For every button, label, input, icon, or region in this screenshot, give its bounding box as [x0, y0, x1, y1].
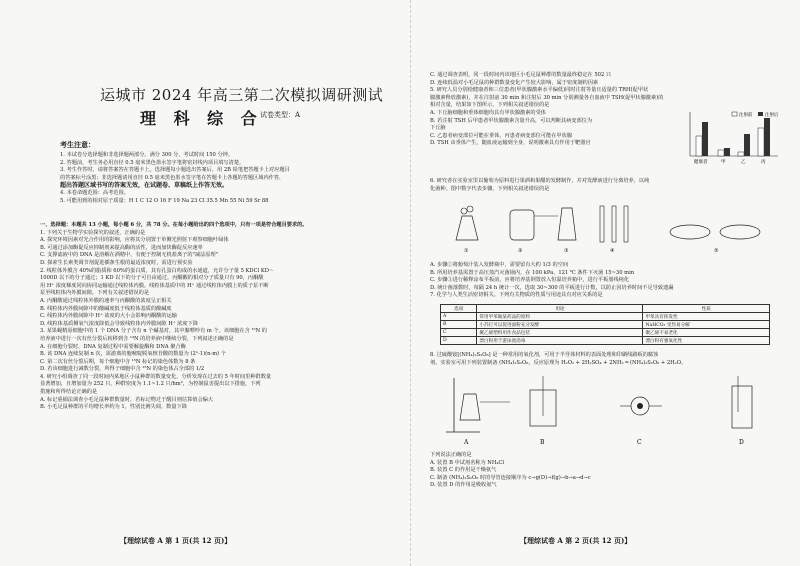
table-row	[441, 329, 770, 337]
question-line: B. 若注射 TSH 后甲患者甲状腺激素含量升高，可以判断其病变部位为	[430, 117, 593, 124]
question-line: 泵至线粒体内外膜间隙。下列有关叙述错误的是	[40, 290, 149, 297]
question-line: A. 下丘脑细胞和垂体细胞均具有甲状腺激素的受体	[430, 110, 546, 116]
question-line: 用 H⁺ 浓度梯度同向协同运输通过线粒体内膜。线粒体基质中的 H⁺ 通过线粒体内膜上的质子泵不断	[40, 282, 269, 289]
question-line: B. 所用培养基需置于高压蒸汽灭菌锅内，在 100 kPa、121 ℃ 条件下灭菌 15~30 min	[430, 269, 635, 276]
bar	[696, 136, 702, 156]
question-line: A. 丙酮酸通过线粒体外膜的速率与丙酮酸的浓度呈正相关	[40, 297, 172, 304]
question-line: C. 第二次有丝分裂后期，每个细胞中含 ¹⁵N 标记的染色体数为 8 条	[40, 358, 196, 365]
page-footer-right: 【理综试卷 A 第 2 页(共 12 页)】	[520, 536, 632, 545]
table-row	[441, 313, 770, 321]
notice-title: 考生注意：	[60, 140, 95, 149]
bar	[738, 152, 744, 156]
question-line: 腺激素释放激素)，并在注射前 30 min 和注射后 30 min 分别测量各自血液中 TSH(促甲状腺激素)的	[430, 94, 664, 101]
step-label: ②	[518, 248, 523, 254]
chart-category: 乙	[741, 160, 746, 165]
question-line: 3. 某果蝇精原细胞中的 1 个 DNA 分子含有 n 个碱基对，其中腺嘌呤有 m 个。该细胞在含 ¹⁵N 的	[40, 328, 267, 335]
question-line: 下丘脑	[430, 125, 446, 132]
question-line: C. 步骤③进行稀释涂布平板前，应将培养基倒置放入恒温培养箱中，进行平板划线纯化	[430, 277, 630, 284]
paper-type: 试卷类型：A	[260, 111, 301, 119]
q4-cont-and-q5	[430, 72, 780, 110]
question-line: D. 探索生长素类调节剂促进插条生根的最适浓度时，需进行预实验	[40, 259, 193, 266]
question-line: C. 支撑滤液中的 DNA 是溶解在酒精中，有便于控制无机盐离子的"减法原理"	[40, 252, 219, 259]
question-line: 显著增加，且增加量为 252 只，种群密度为 1.1~1.2 只/hm²，为控制鼠害提出以下措施，下列	[40, 381, 261, 388]
question-line: D. 统计菌落数时，每隔 24 h 统计一次，选取 30~300 的平板进行计数，以防止因培养时间不足导致遗漏	[430, 284, 674, 291]
tsh-bar-chart	[680, 108, 780, 170]
step-label: ③	[564, 248, 569, 254]
exam-title: 运城市 2024 年高三第二次模拟调研测试	[100, 86, 384, 104]
question-line: D. TSH 由垂体产生，随血液运输到全身，说明激素具有作用于靶器官	[430, 140, 591, 147]
bar	[764, 118, 770, 156]
table-cell: C	[441, 329, 477, 337]
notice-line: 3. 考生作答时，请将答案答在答题卡上。选择题每小题选出答案后，用 2B 铅笔把答题卡上对应题目	[60, 167, 290, 174]
notice-line-emphasis: 超出答题区域书写的答案无效，在试题卷、草稿纸上作答无效。	[60, 182, 229, 190]
question-line: C. 通过调查表明，同一段时间内该地区小毛足鼠种群的数量最终稳定在 502 只	[430, 72, 612, 78]
flask-2	[558, 208, 576, 240]
notice-line: 4. 本卷命题范围：高考范围。	[60, 189, 129, 196]
bottle-d	[732, 386, 752, 428]
legend-swatch-before	[732, 112, 737, 116]
q7-options-table	[440, 304, 770, 345]
page-divider	[410, 0, 411, 566]
table-header: 性质	[643, 305, 770, 313]
grape-vessel	[456, 216, 478, 240]
table-row	[441, 337, 770, 345]
chart-category: 健康者	[694, 160, 708, 165]
dryer-core	[637, 403, 643, 409]
table-cell: 聚乙烯塑料用作食品包装	[477, 329, 643, 337]
subject-title: 理 科 综 合	[140, 109, 263, 128]
question-line: B. 装置 C 的作用是干燥氨气	[430, 467, 497, 474]
table-cell: 常用甲苯做某药品的原料	[477, 313, 643, 321]
question-line: A. 标记重捕法调查小毛足鼠种群数量时，若标记物过于醒目则估算值会偏大	[40, 396, 214, 403]
question-line: 化菌种。图中数字代表步骤，下列相关叙述错误的是	[430, 185, 550, 192]
question-line: 相对含量，结果如下图所示。下列相关叙述错误的是	[430, 102, 550, 109]
question-line: 6. 研究者在实验室里以葡萄为原料进行果酒和果醋的发酵制作，并对发酵液进行分离培养，以纯	[430, 178, 650, 184]
q8-options	[430, 452, 780, 490]
questions-block	[40, 222, 400, 412]
question-line: B. 小毛足鼠种群的平均增长率约为 1，性别比例失调，数量下降	[40, 404, 187, 411]
question-line: B. 该 DNA 连续复制 n 次，需游离的胞嘧啶脱氧核苷酸的数量为 (2ⁿ-1)(n-m) 个	[40, 351, 226, 358]
table-cell: 聚乙烯不易老化	[643, 329, 770, 337]
question-line: 措施和所得结论正确的是	[40, 389, 98, 396]
question-line: 5. 研究人员分别给健康者和三位患者(甲状腺激素水平偏低)同时注射等量且适量的 TRH(促甲状	[430, 87, 649, 94]
table-cell: 漂白粉用于游泳池消毒	[477, 337, 643, 345]
question-line: C. 乙患者病变部位可能在垂体，丙患者病变部位可能在甲状腺	[430, 132, 572, 139]
notice-line: 2. 答题前，考生务必用直径 0.5 毫米黑色墨水签字笔将密封线内项目填写清楚。	[60, 159, 245, 166]
table-cell: D	[441, 337, 477, 345]
step-label: ⑤	[714, 248, 719, 254]
question-line: D. 若该细胞进行减数分裂，所得子细胞中含 ¹⁵N 的染色体占全部的 1/2	[40, 366, 205, 373]
question-line: 4. 研究小组调查了同一段时间内某地区小鼠种群的数量变化，分析发现在过去的 5 年时间里种群数量	[40, 373, 272, 380]
legend-swatch-after	[758, 112, 763, 116]
apparatus-figure	[440, 372, 770, 448]
table-cell: 甲苯具有挥发性	[643, 313, 770, 321]
question-line: D. 连续低温对小毛足鼠的种群数量变化产生较大影响，属于密度制约因素	[430, 79, 599, 86]
question-line: A. 探究环境因素对光合作用的影响，应将其分别置于单侧光照射下观察细胞叶绿体	[40, 237, 229, 244]
question-line: 下列说法正确的是	[430, 452, 472, 458]
question-line: 1. 下列关于生物学实验探究的叙述，正确的是	[40, 229, 146, 236]
right-page	[430, 0, 780, 566]
question-line: 1000D 以下的分子通过；1 KD 以下的分子可自由通过。丙酮酸的相对分子质量只有 90，丙酮酸	[40, 275, 264, 282]
q6-options-q7-stem	[430, 262, 780, 300]
apparatus-label: C	[637, 439, 642, 446]
apparatus-label: A	[464, 439, 469, 446]
left-page	[40, 0, 400, 566]
table-cell: 漂白粉有强氧化性	[643, 337, 770, 345]
question-line: A. 装置 B 中试剂名称为 NH₄Cl	[430, 459, 505, 466]
table-cell: 小苏打可以促进面粉充分发酵	[477, 321, 643, 329]
question-line: C. 制备 (NH₄)₂S₂O₈ 时的导管连接顺序为 c→g(D)→f(g)→b→a→d→c	[430, 474, 591, 481]
table-row	[441, 321, 770, 329]
apparatus-label: B	[540, 439, 545, 446]
chart-category: 丙	[761, 160, 766, 165]
petri-dish	[670, 225, 710, 239]
q5-options	[430, 110, 680, 148]
step-label: ④	[610, 248, 615, 254]
table-header-row	[441, 305, 770, 313]
question-line: B. 线粒体内外膜间隙中的酸碱度低于线粒体基质的酸碱度	[40, 305, 172, 312]
petri-dish	[720, 225, 760, 239]
question-line: B. 可通过添加酶促反应抑制剂来提高酶的活性，进而加快酶促反应速率	[40, 244, 203, 251]
table-header: 选项	[441, 305, 477, 313]
test-tube	[624, 206, 628, 242]
bar	[758, 128, 764, 156]
fermenter-flask	[510, 210, 534, 240]
bar	[718, 150, 724, 156]
question-line: 2. 线粒体外膜含 40%的脂质和 60%的蛋白质，其有孔蛋白构成的水通道，允许分子量 5 KDCl KD～	[40, 267, 275, 274]
question-line: 培养液中进行一次有丝分裂后转移到含 ¹⁴N 的培养液中继续分裂，下列叙述正确的是	[40, 335, 234, 342]
question-line: D. 装置 D 的作用是吸收氨气	[430, 482, 497, 489]
notice-block	[60, 140, 400, 205]
apparatus-label: D	[739, 439, 744, 446]
table-cell: NaHCO₃ 受热易分解	[643, 321, 770, 329]
legend-label-before: 注射前	[739, 113, 753, 118]
grape-icon	[461, 208, 467, 214]
question-line: A. 在细胞分裂时，DNA 复制过程中需要解旋酶和 DNA 聚合酶	[40, 343, 186, 350]
question-line: C. 线粒体内外膜间隙中 H⁺ 浓度的大小会影响丙酮酸的运输	[40, 313, 177, 320]
q6-stem	[430, 178, 780, 193]
test-tube	[600, 206, 604, 242]
fermentation-figure	[450, 196, 780, 256]
table-header: 用途	[477, 305, 643, 313]
table-cell: A	[441, 313, 477, 321]
question-line: D. 线粒体基质侧氧气浓度降低会导致线粒体内外膜间隙 H⁺ 浓度下降	[40, 320, 198, 327]
notice-line: 1. 本试卷分选择题和非选择题两部分。满分 300 分，考试时间 150 分钟。	[60, 152, 234, 158]
q8-stem	[430, 352, 780, 367]
grape-icon	[467, 206, 473, 212]
bar	[744, 134, 750, 156]
question-line: 8. 过硫酸铵[(NH₄)₂S₂O₈] 是一种常用的氧化剂，可用于半导体材料的表面处理和印刷线路板的腐蚀	[430, 352, 659, 358]
step-label: ①	[464, 248, 469, 254]
section-heading: 一、选择题：本题共 13 小题，每小题 6 分，共 78 分。在每小题给出的四个选项中，只有一项是符合题目要求的。	[40, 222, 308, 228]
notice-line: 5. 可能用到的相对原子质量：H 1 C 12 O 16 F 19 Na 23 Cl 35.5 Mn 55 Ni 59 Sr 88	[60, 197, 269, 204]
table-cell: B	[441, 321, 477, 329]
bar	[724, 148, 730, 156]
chart-category: 甲	[721, 160, 726, 165]
notice-line: 的答案标号涂黑；非选择题请用直径 0.5 毫米黑色墨水签字笔在答题卡上各题的答题区域内作答，	[60, 174, 285, 181]
question-line: 7. 化学与人类生活密切相关。下列有关物质的性质与用途具有对应关系的是	[430, 292, 603, 299]
question-line: A. 步骤①将葡萄汁装入发酵瓶中，需要留有大约 1/3 的空间	[430, 262, 569, 268]
flask-a	[460, 394, 480, 420]
page-footer-left: 【理综试卷 A 第 1 页(共 12 页)】	[120, 536, 232, 545]
test-tube	[612, 206, 616, 242]
question-line: 剂。实验室可用下列装置制备 (NH₄)₂S₂O₈，反应原理为 H₂O₂ + 2H₂SO₄ + 2NH₃ ═ (NH₄)₂S₂O₈ + 2H₂O。	[430, 359, 687, 366]
bar	[702, 122, 708, 156]
legend-label-after: 注射后	[765, 113, 779, 118]
